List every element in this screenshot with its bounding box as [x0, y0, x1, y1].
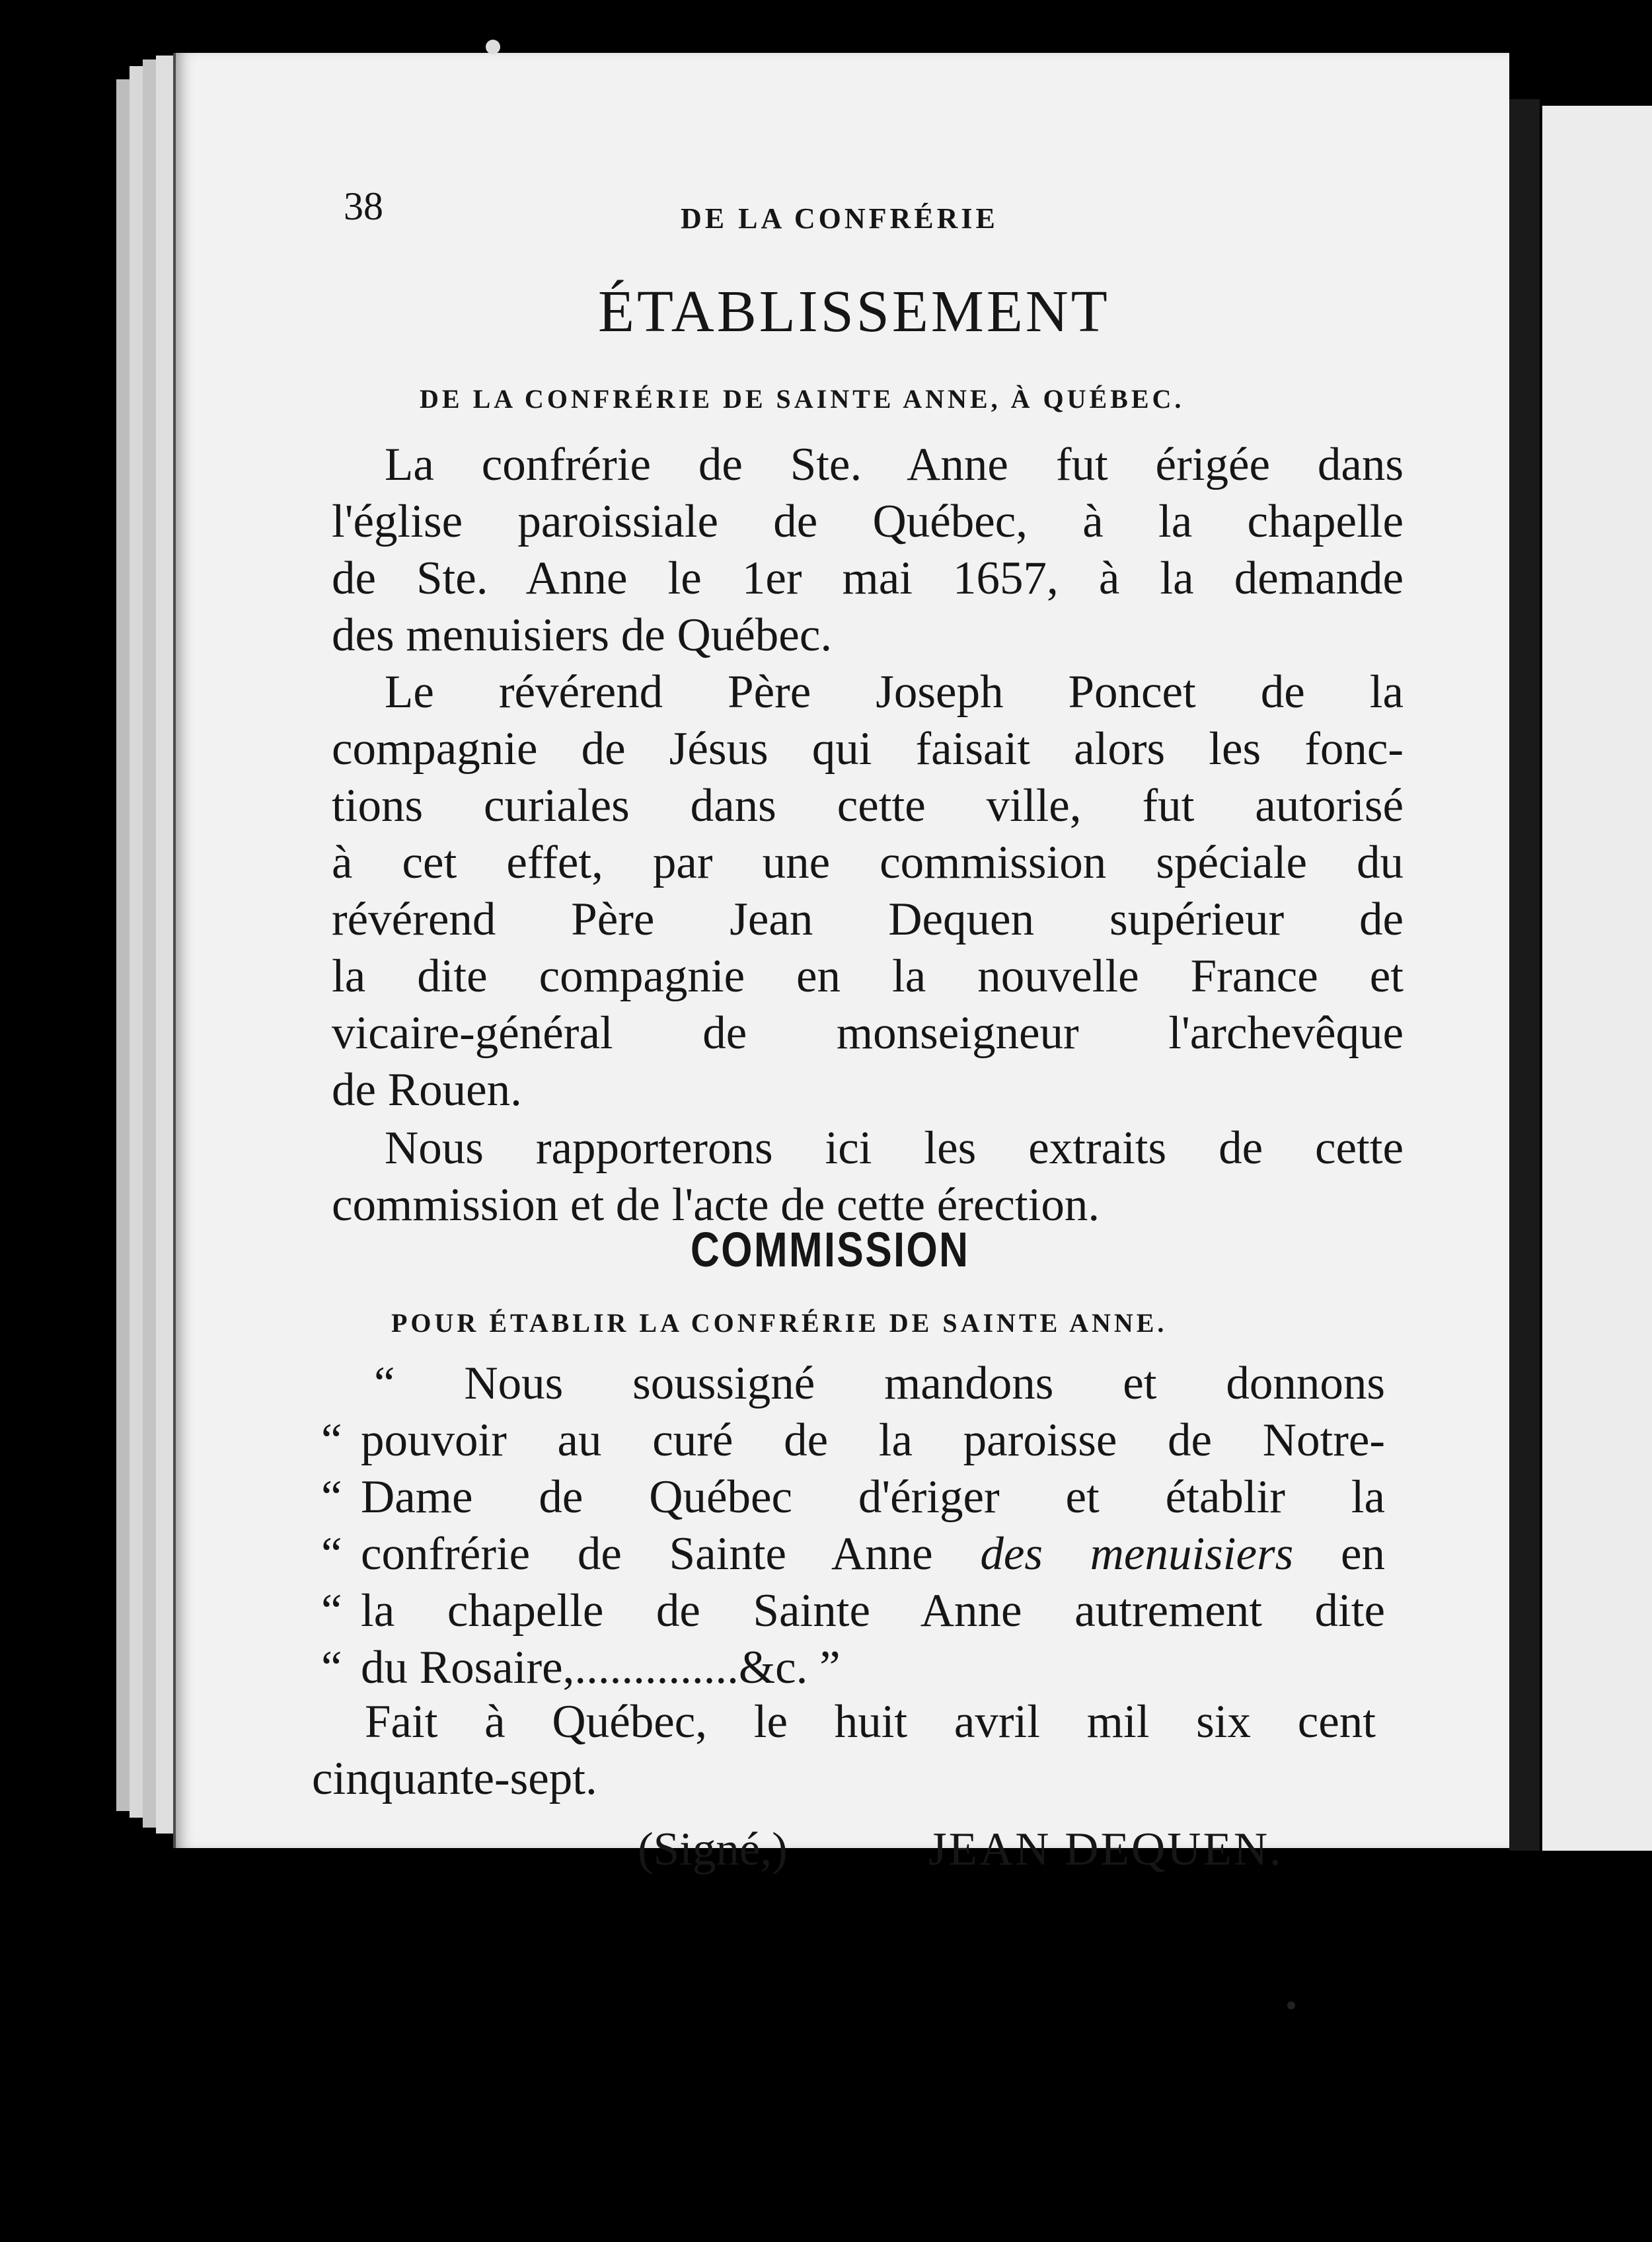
text-line: tions curiales dans cette ville, fut autorisé	[332, 780, 1404, 831]
text-line: de Ste. Anne le 1er mai 1657, à la demande	[332, 553, 1404, 604]
facing-page-edge	[1542, 106, 1652, 1851]
quote-italic: des menuisiers	[980, 1528, 1294, 1580]
quote-text: la chapelle de Sainte Anne autrement dite	[361, 1585, 1385, 1637]
text-line: Nous rapporterons ici les extraits de cette	[385, 1122, 1404, 1174]
quote-text: Dame de Québec d'ériger et établir la	[361, 1471, 1385, 1523]
running-head: DE LA CONFRÉRIE	[681, 202, 998, 235]
quote-text: du Rosaire,..............&c. ”	[361, 1642, 841, 1693]
quote-text: pouvoir au curé de la paroisse de Notre-	[361, 1414, 1385, 1466]
paragraph-1	[332, 436, 1404, 664]
quote-mark: “	[321, 1642, 342, 1693]
text-line: à cet effet, par une commission spéciale du	[332, 837, 1404, 888]
quote-line	[321, 1639, 1385, 1696]
text-line: révérend Père Jean Dequen supérieur de	[332, 894, 1404, 945]
text-line: Le révérend Père Joseph Poncet de la	[385, 666, 1404, 718]
dust-speck	[486, 40, 500, 54]
quote-mark: “	[321, 1585, 342, 1637]
text-line: la dite compagnie en la nouvelle France et	[332, 950, 1404, 1002]
quote-line	[321, 1582, 1385, 1639]
paragraph-2	[332, 664, 1404, 1118]
text-line: La confrérie de Ste. Anne fut érigée dans	[385, 439, 1404, 490]
quote-text: confrérie de Sainte Anne	[361, 1528, 933, 1580]
paragraph-4	[312, 1693, 1376, 1807]
quote-text: en	[1341, 1528, 1386, 1580]
section-subheading: DE LA CONFRÉRIE DE SAINTE ANNE, À QUÉBEC.	[420, 384, 1185, 414]
ink-speck	[1287, 2001, 1295, 2009]
quote-mark: “	[321, 1528, 342, 1580]
paragraph-3	[332, 1120, 1404, 1233]
quote-mark: “	[321, 1471, 342, 1523]
text-line: compagnie de Jésus qui faisait alors les fonc-	[332, 723, 1404, 775]
text-line: Fait à Québec, le huit avril mil six cent	[365, 1696, 1376, 1748]
text-line: commission et de l'acte de cette érection.	[332, 1179, 1100, 1231]
quote-line	[321, 1412, 1385, 1469]
quote-line	[321, 1526, 1385, 1582]
text-line: de Rouen.	[332, 1064, 522, 1116]
signature-name: JEAN DEQUEN.	[928, 1824, 1283, 1875]
quote-mark: “	[321, 1414, 342, 1466]
book-spine	[1509, 99, 1540, 1851]
commission-heading: COMMISSION	[691, 1222, 970, 1277]
quote-line: “ Nous soussigné mandons et donnons	[374, 1358, 1385, 1409]
commission-quote	[321, 1355, 1385, 1696]
quote-line	[321, 1469, 1385, 1526]
text-line: cinquante-sept.	[312, 1753, 597, 1804]
text-line: des menuisiers de Québec.	[332, 609, 833, 661]
text-line: vicaire-général de monseigneur l'archevêque	[332, 1007, 1404, 1059]
commission-subheading: POUR ÉTABLIR LA CONFRÉRIE DE SAINTE ANNE.	[391, 1308, 1168, 1338]
text-line: l'église paroissiale de Québec, à la chapelle	[332, 496, 1404, 547]
page-number: 38	[344, 184, 383, 228]
signature-label: (Signé,)	[638, 1824, 788, 1875]
section-heading: ÉTABLISSEMENT	[598, 279, 1110, 344]
